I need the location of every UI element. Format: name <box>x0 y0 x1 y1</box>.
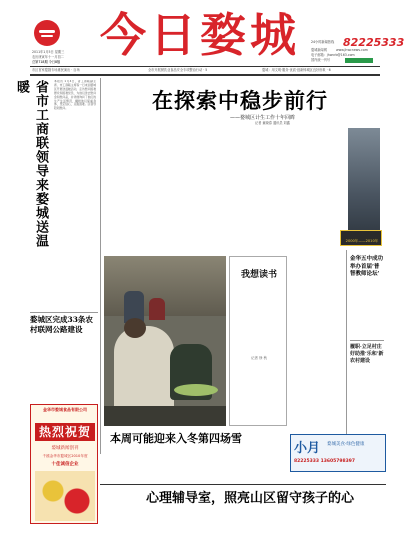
column-title: 我想读书 <box>240 270 277 280</box>
main-body-col-1 <box>104 128 162 254</box>
teaser-1: 市区首家婺剧专场惠民演出 · 百场 <box>32 68 80 72</box>
teaser-top-rule <box>30 66 380 67</box>
right-ad <box>290 434 386 472</box>
right-top-image <box>348 128 380 238</box>
right-col-rule <box>346 250 347 450</box>
bottom-body-2 <box>176 512 244 536</box>
ad-flower-image <box>35 471 95 521</box>
main-body-col-2 <box>165 128 223 254</box>
info-line-2: 电子邮箱：jhwcrb@163.com <box>311 53 355 57</box>
masthead <box>0 0 410 64</box>
main-headline: 在探索中稳步前行 <box>152 88 328 113</box>
right-ad-sub: 婺城美食·绿色健康 <box>327 442 365 447</box>
calendar-badge <box>340 230 382 246</box>
issue-line: 总第718期 今日8版 <box>32 60 61 64</box>
bottom-body-4 <box>320 512 386 536</box>
phone-label: 24小时新闻热线 <box>311 40 335 44</box>
right-ad-phone: 82225333 13605798397 <box>294 459 356 464</box>
column-body <box>233 361 285 423</box>
middle-right-col <box>290 256 346 436</box>
teaser-3: 婺城：用文明·服务·优质·创新铸城区良好形象 · 6 <box>262 68 331 72</box>
barcode-strip <box>345 58 373 63</box>
ad-line-1: 婺城新闻创刊 <box>51 446 79 451</box>
right-story-2-headline: 履职·立足村庄好助推‘乐和’新农村建设 <box>350 344 384 364</box>
info-line-3: 国内统一刊号 <box>311 58 331 62</box>
left-story-headline: 省市工商联领导来婺城送温暖 <box>14 80 48 248</box>
left-col-rule <box>100 78 101 454</box>
bottom-body-3 <box>248 512 316 536</box>
bottom-body-1 <box>104 512 172 536</box>
left-story-body: 本报讯 1月4日，省工商联副主席、市工商联主席等一行来到婺城区开展送温暖活动，走访慰问困难群众和困难党员，为他们送去慰问金和慰问品，并详细询问了他们的生产生活情况，嘱咐他们保重身体，坚定信心，克服困难。区领导陪同慰问。 <box>54 80 96 111</box>
right-ad-brand: 小月 <box>294 441 321 456</box>
bottom-story-rule <box>100 484 386 485</box>
weather-body <box>104 452 284 480</box>
newspaper-logo-icon <box>34 20 60 46</box>
website: www.jhwcnews.com <box>336 48 368 52</box>
teaser-2: 全市开展餐饮业食品安全专项整治行动 · 5 <box>148 68 208 72</box>
right-story-2-body <box>350 372 384 430</box>
ad-company-name: 金华市婺城食品有限公司 <box>43 407 87 412</box>
right-divider <box>350 340 384 341</box>
main-subhead: ——婺城区计生工作十年回眸 <box>230 115 296 121</box>
ad-line-3: 十佳诚信企业 <box>51 462 79 467</box>
teaser-bottom-rule <box>30 74 380 76</box>
newspaper-title: 今日婺城 <box>100 8 300 62</box>
ad-greeting: 热烈祝贺 <box>35 423 95 441</box>
date-line: 2011年1月5日 星期三 <box>32 50 65 54</box>
info-line-1: 婺城新闻网 <box>311 48 327 52</box>
right-story-1-body <box>350 282 384 338</box>
right-story-1-headline: 金华五中成功举办首届‘普智教师论坛’ <box>350 256 384 277</box>
main-body-col-3 <box>226 128 284 254</box>
left-story-body-cont <box>30 256 52 310</box>
ad-line-2: 千禧金华市婺城区2010年度 <box>42 454 88 458</box>
lunar-line: 农历庚寅年十一月初二 <box>32 55 64 59</box>
bottom-headline: 心理辅导室，照亮山区留守孩子的心 <box>145 491 354 506</box>
left-second-headline: 婺城区完成33条农村联网公路建设 <box>30 315 93 334</box>
left-second-body <box>30 338 98 400</box>
hotline-number: 82225333 <box>343 36 405 49</box>
left-divider-1 <box>30 312 98 313</box>
calendar-badge-years: 2000年——2010年 <box>345 239 379 243</box>
left-ad <box>30 404 98 524</box>
column-author: 记者 徐 秋 <box>251 356 267 360</box>
column-box <box>229 256 287 426</box>
photo-caption-headline: 本周可能迎来入冬第四场雪 <box>110 432 242 445</box>
main-body-col-4 <box>287 128 345 254</box>
street-market-photo <box>104 256 226 426</box>
main-byline: 记者 童晓春 通讯员 刘鑫 <box>255 121 290 125</box>
